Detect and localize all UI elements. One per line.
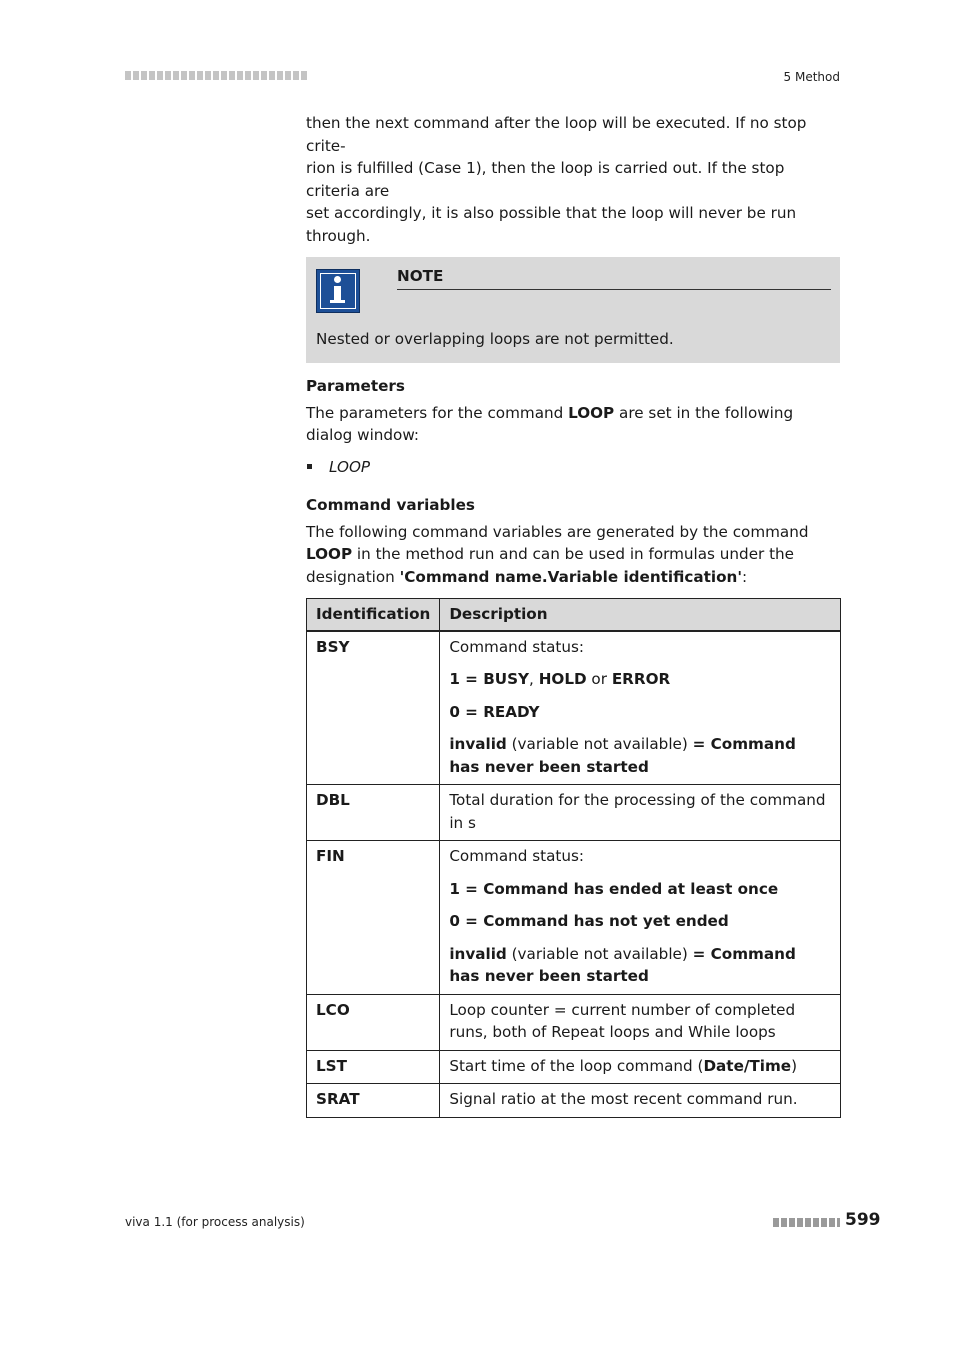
variable-description <box>440 994 841 1050</box>
header-dots-decoration <box>125 71 307 80</box>
description-line: Command status: <box>449 847 584 865</box>
table-header-row <box>307 599 841 631</box>
parameters-text: The parameters for the command LOOP are set in the following dialog window: <box>306 403 794 444</box>
description-line: 1 = Command has ended at least once <box>449 879 779 898</box>
section-label: 5 Method <box>783 70 840 84</box>
info-icon <box>316 269 360 313</box>
page-content <box>306 112 840 1118</box>
table-row <box>307 841 841 995</box>
intro-line: set accordingly, it is also possible that the loop will never be run through. <box>306 204 797 245</box>
variable-description <box>440 631 841 785</box>
command-variables-text: The following command variables are generated by the command LOOP in the method run and can be used in formulas under the designation 'Command name.Variable identification': <box>306 522 809 586</box>
variable-id: LCO <box>307 994 440 1050</box>
intro-line: then the next command after the loop will be executed. If no stop crite- <box>306 114 807 155</box>
variable-description <box>440 841 841 995</box>
parameters-heading: Parameters <box>306 377 405 395</box>
dialog-link: LOOP <box>329 457 371 476</box>
footer-product: viva 1.1 (for process analysis) <box>125 1215 305 1229</box>
page-number: 599 <box>845 1210 881 1230</box>
table-row <box>307 785 841 841</box>
table-body <box>307 631 841 1118</box>
description-line: invalid (variable not available) = Command has never been started <box>449 735 796 776</box>
table-row <box>307 1084 841 1118</box>
description-line: Signal ratio at the most recent command run. <box>449 1090 798 1108</box>
description-line: Command status: <box>449 637 584 656</box>
variable-id: DBL <box>307 785 440 841</box>
list-item <box>306 456 840 479</box>
intro-line: rion is fulfilled (Case 1), then the loop is carried out. If the stop criteria are <box>306 159 785 200</box>
variable-id: BSY <box>307 631 440 785</box>
description-line: Loop counter = current number of completed runs, both of Repeat loops and While loops <box>449 1000 796 1041</box>
variable-id: FIN <box>307 841 440 995</box>
description-line: Total duration for the processing of the command in s <box>449 791 826 832</box>
bullet-icon <box>307 464 312 469</box>
description-line: 0 = READY <box>449 702 540 721</box>
column-header-identification: Identification <box>307 599 440 631</box>
description-line: invalid (variable not available) = Command has never been started <box>449 944 796 985</box>
note-text: Nested or overlapping loops are not permitted. <box>316 330 674 348</box>
footer-dots-decoration <box>773 1218 840 1227</box>
variable-description <box>440 1084 841 1118</box>
description-line: 0 = Command has not yet ended <box>449 912 729 930</box>
variable-description <box>440 1050 841 1084</box>
description-line: 1 = BUSY, HOLD or ERROR <box>449 670 671 688</box>
command-variables-heading: Command variables <box>306 496 475 514</box>
table-row <box>307 631 841 785</box>
column-header-description: Description <box>440 599 841 631</box>
table-row <box>307 994 841 1050</box>
variable-id: LST <box>307 1050 440 1084</box>
variable-id: SRAT <box>307 1084 440 1118</box>
description-line: Start time of the loop command (Date/Time) <box>449 1056 798 1075</box>
variables-table <box>306 598 841 1118</box>
note-box <box>306 257 840 363</box>
variable-description <box>440 785 841 841</box>
table-row <box>307 1050 841 1084</box>
note-title: NOTE <box>397 265 831 290</box>
